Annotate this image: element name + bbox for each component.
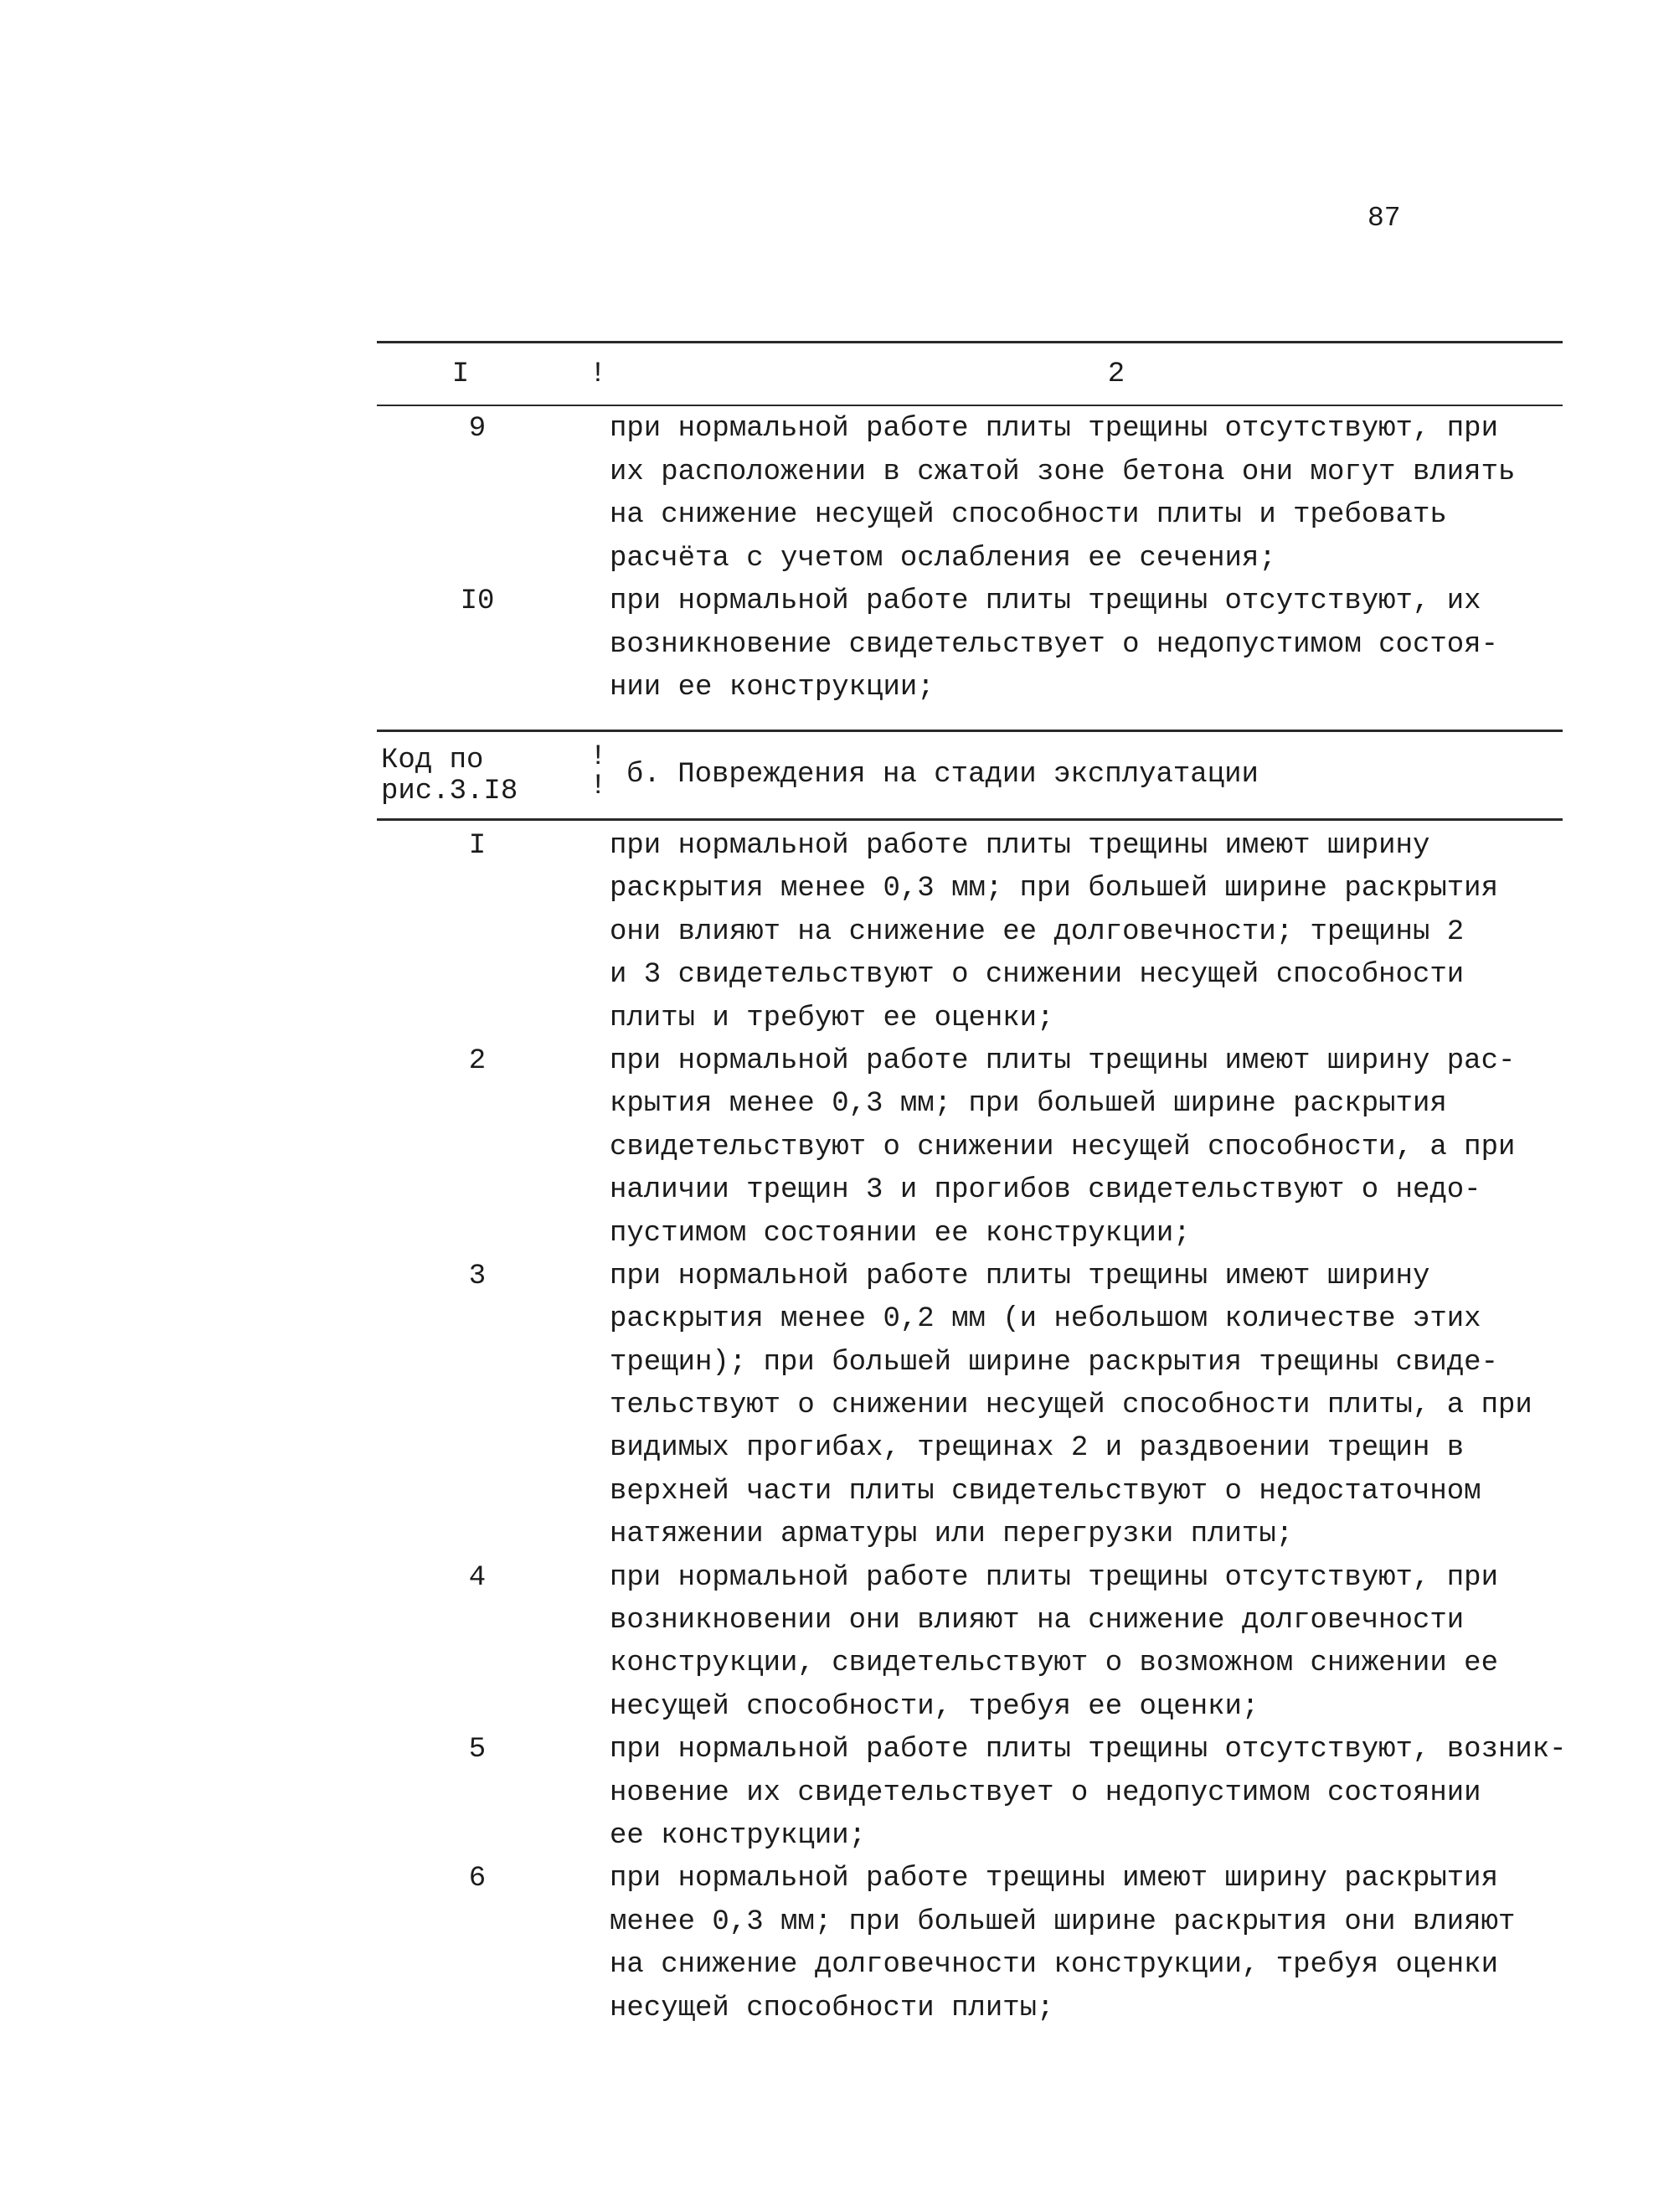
row-text-line: раскрытия менее 0,2 мм (и небольшом количестве этих	[610, 1303, 1481, 1336]
row-text-line: при нормальной работе плиты трещины отсутствуют, при	[610, 1561, 1498, 1594]
row-text-line: плиты и требуют ее оценки;	[610, 1002, 1054, 1034]
column-header-separator: !	[589, 358, 607, 390]
row-text-line: видимых прогибах, трещинах 2 и раздвоении трещин в	[610, 1432, 1465, 1465]
page-number: 87	[1368, 203, 1401, 234]
code-column-label	[381, 745, 518, 807]
row-text-line: наличии трещин 3 и прогибов свидетельствуют о недо-	[610, 1174, 1481, 1207]
row-description	[610, 408, 1515, 580]
row-code: 6	[468, 1863, 487, 1895]
section-b-top-rule	[377, 730, 1563, 732]
column-header-2: 2	[1107, 358, 1125, 390]
table-row	[377, 1256, 1633, 1557]
code-label-line: Код по	[381, 745, 484, 776]
row-text-line: возникновение свидетельствует о недопустимом состоя-	[610, 628, 1498, 661]
header-bottom-rule	[377, 405, 1563, 406]
row-text-line: возникновении они влияют на снижение долговечности	[610, 1605, 1465, 1637]
row-code: 5	[468, 1734, 487, 1766]
row-text-line: верхней части плиты свидетельствуют о недостаточном	[610, 1475, 1481, 1508]
row-text-line: несущей способности, требуя ее оценки;	[610, 1690, 1259, 1723]
row-description	[610, 1729, 1567, 1858]
row-text-line: при нормальной работе плиты трещины отсутствуют, их	[610, 585, 1481, 617]
row-text-line: при нормальной работе плиты трещины имеют ширину рас-	[610, 1044, 1516, 1077]
section-title: б. Повреждения на стадии эксплуатации	[626, 759, 1259, 791]
row-text-line: при нормальной работе плиты трещины отсутствуют, при	[610, 413, 1498, 445]
column-header-1: I	[451, 358, 470, 390]
row-code: 2	[468, 1044, 487, 1077]
row-text-line: пустимом состоянии ее конструкции;	[610, 1217, 1191, 1250]
row-text-line: свидетельствуют о снижении несущей способности, а при	[610, 1131, 1516, 1163]
table-top-rule	[377, 341, 1563, 343]
table-row	[377, 1729, 1633, 1858]
row-description	[610, 825, 1498, 1040]
separator-mark: !	[590, 771, 607, 802]
row-text-line: тельствуют о снижении несущей способности плиты, а при	[610, 1390, 1532, 1422]
row-text-line: крытия менее 0,3 мм; при большей ширине раскрытия	[610, 1088, 1447, 1121]
row-text-line: их расположении в сжатой зоне бетона они могут влиять	[610, 456, 1516, 488]
row-text-line: расчёта с учетом ослабления ее сечения;	[610, 542, 1276, 575]
row-text-line: при нормальной работе плиты трещины отсутствуют, возник-	[610, 1734, 1567, 1766]
row-text-line: новение их свидетельствует о недопустимом состоянии	[610, 1776, 1481, 1809]
row-text-line: несущей способности плиты;	[610, 1992, 1054, 2024]
table-row	[377, 1858, 1633, 2030]
table-row	[377, 408, 1633, 580]
table-row	[377, 1557, 1633, 1730]
separator-mark: !	[590, 741, 607, 773]
code-label-line: рис.3.I8	[381, 776, 518, 807]
row-code: I	[468, 830, 487, 862]
row-description	[610, 580, 1498, 710]
row-code: 3	[468, 1260, 487, 1292]
row-description	[610, 1256, 1532, 1557]
section-b-rows	[377, 825, 1633, 2030]
row-text-line: ее конструкции;	[610, 1819, 867, 1852]
row-text-line: натяжении арматуры или перегрузки плиты;	[610, 1518, 1294, 1551]
section-header-separator	[590, 743, 606, 802]
section-b-header-rule	[377, 818, 1563, 821]
row-text-line: на снижение несущей способности плиты и требовать	[610, 499, 1447, 531]
row-text-line: трещин); при большей ширине раскрытия трещины свиде-	[610, 1346, 1498, 1379]
row-text-line: менее 0,3 мм; при большей ширине раскрытия они влияют	[610, 1905, 1516, 1938]
row-text-line: конструкции, свидетельствуют о возможном снижении ее	[610, 1647, 1498, 1680]
row-code: 9	[468, 413, 487, 445]
row-text-line: на снижение долговечности конструкции, требуя оценки	[610, 1949, 1498, 1982]
row-text-line: при нормальной работе плиты трещины имеют ширину	[610, 830, 1430, 862]
row-text-line: нии ее конструкции;	[610, 672, 935, 704]
row-code: I0	[460, 585, 495, 617]
row-description	[610, 1557, 1498, 1730]
row-description	[610, 1040, 1515, 1256]
row-text-line: при нормальной работе трещины имеют ширину раскрытия	[610, 1863, 1498, 1895]
table-row	[377, 580, 1633, 710]
table-row	[377, 1040, 1633, 1256]
table-row	[377, 825, 1633, 1040]
row-text-line: раскрытия менее 0,3 мм; при большей ширине раскрытия	[610, 873, 1498, 905]
row-description	[610, 1858, 1515, 2030]
section-a-rows	[377, 408, 1633, 710]
row-text-line: и 3 свидетельствуют о снижении несущей способности	[610, 959, 1465, 992]
row-code: 4	[468, 1561, 487, 1594]
row-text-line: при нормальной работе плиты трещины имеют ширину	[610, 1260, 1430, 1292]
row-text-line: они влияют на снижение ее долговечности; трещины 2	[610, 915, 1465, 948]
